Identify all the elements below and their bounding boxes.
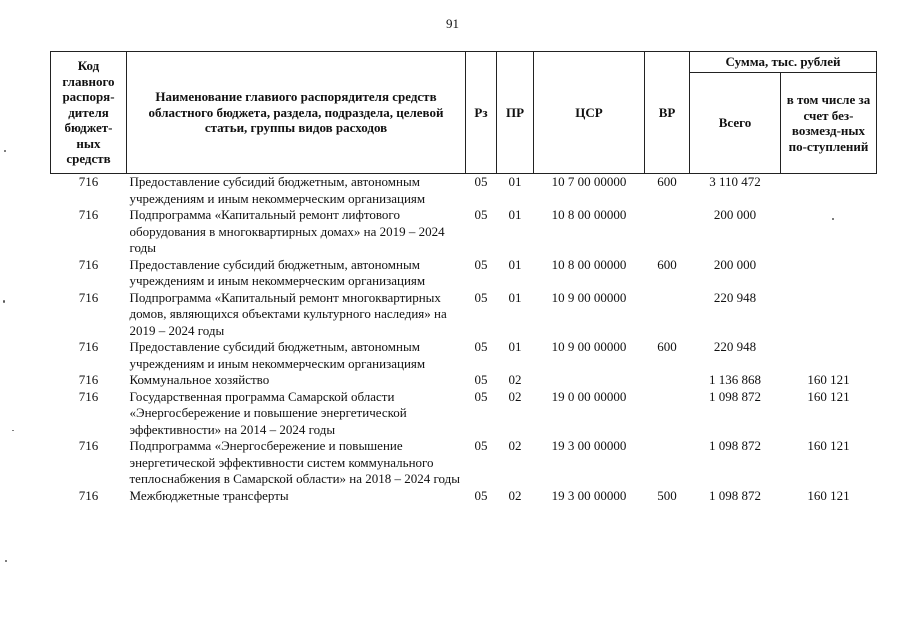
row-code: 716 bbox=[78, 174, 99, 189]
row-csr: 19 3 00 00000 bbox=[551, 487, 627, 503]
row-total: 200 000 bbox=[713, 256, 757, 272]
header-incl: в том числе за счет без-возмезд-ных по-ступлений bbox=[781, 73, 877, 174]
row-code: 716 bbox=[78, 372, 99, 387]
row-pr: 02 bbox=[508, 487, 522, 503]
row-vr: 600 bbox=[657, 339, 677, 354]
budget-table bbox=[50, 51, 877, 504]
row-pr: 02 bbox=[508, 372, 522, 387]
row-rz: 05 bbox=[474, 339, 488, 354]
row-total: 200 000 bbox=[713, 207, 757, 222]
header-code: Код главного распоря-дителя бюджет-ных средств bbox=[51, 52, 127, 174]
table-row bbox=[51, 339, 877, 372]
row-vr bbox=[645, 389, 690, 439]
row-csr: 10 8 00 00000 bbox=[551, 256, 627, 272]
row-csr: 10 9 00 00000 bbox=[551, 289, 627, 305]
row-total: 1 098 872 bbox=[709, 388, 761, 404]
row-name: Государственная программа Самарской области «Энергосбережение и повышение энергетической эффективности» на 2014 – 2024 годы bbox=[129, 388, 407, 437]
table-row bbox=[51, 174, 877, 208]
row-incl bbox=[781, 339, 877, 372]
table-row bbox=[51, 290, 877, 340]
row-incl: 160 121 bbox=[807, 438, 850, 453]
row-total: 1 136 868 bbox=[709, 372, 761, 387]
row-incl bbox=[781, 290, 877, 340]
row-csr: 19 0 00 00000 bbox=[551, 388, 627, 404]
row-csr bbox=[534, 372, 645, 389]
row-name: Предоставление субсидий бюджетным, автономным учреждениям и иным некоммерческим организациям bbox=[129, 174, 426, 206]
row-name: Коммунальное хозяйство bbox=[129, 372, 270, 387]
row-total: 220 948 bbox=[713, 289, 757, 305]
row-csr: 10 7 00 00000 bbox=[551, 174, 627, 189]
table-row bbox=[51, 207, 877, 257]
row-name: Предоставление субсидий бюджетным, автономным учреждениям и иным некоммерческим организациям bbox=[129, 256, 426, 288]
row-vr: 600 bbox=[657, 174, 677, 189]
header-name: Наименование главиого распорядителя средств областного бюджета, раздела, подраздела, целевой статьи, группы видов расходов bbox=[127, 52, 466, 174]
row-incl: 160 121 bbox=[807, 372, 850, 387]
row-name: Предоставление субсидий бюджетным, автономным учреждениям и иным некоммерческим организациям bbox=[129, 339, 426, 371]
row-vr bbox=[645, 372, 690, 389]
row-code: 716 bbox=[78, 438, 99, 453]
row-rz: 05 bbox=[474, 388, 488, 404]
row-pr: 01 bbox=[508, 207, 522, 222]
table-body bbox=[51, 174, 877, 505]
row-code: 716 bbox=[78, 339, 99, 354]
row-rz: 05 bbox=[474, 207, 488, 222]
row-csr: 19 3 00 00000 bbox=[551, 438, 627, 453]
row-incl: 160 121 bbox=[807, 487, 850, 503]
header-sum: Сумма, тыс. рублей bbox=[690, 52, 877, 73]
row-total: 220 948 bbox=[713, 339, 757, 354]
row-name: Подпрограмма «Энергосбережение и повышение энергетической эффективности систем коммунального теплоснабжения в Самарской области» на 2018 – 2024 годы bbox=[129, 438, 461, 486]
row-code: 716 bbox=[78, 289, 99, 305]
row-pr: 02 bbox=[508, 388, 522, 404]
table-row bbox=[51, 389, 877, 439]
row-pr: 01 bbox=[508, 339, 522, 354]
row-incl bbox=[781, 207, 877, 257]
table-row bbox=[51, 488, 877, 505]
row-name: Подпрограмма «Капитальный ремонт многоквартирных домов, являющихся объектами культурного наследия» на 2019 – 2024 годы bbox=[129, 289, 447, 338]
header-pr: ПР bbox=[497, 52, 534, 174]
row-total: 1 098 872 bbox=[709, 487, 761, 503]
row-code: 716 bbox=[78, 487, 99, 503]
header-vr: ВР bbox=[645, 52, 690, 174]
row-name: Подпрограмма «Капитальный ремонт лифтового оборудования в многоквартирных домах» на 2019 – 2024 годы bbox=[129, 207, 445, 255]
row-vr bbox=[645, 438, 690, 488]
table-header bbox=[51, 52, 877, 174]
row-incl: 160 121 bbox=[807, 388, 850, 404]
row-vr bbox=[645, 290, 690, 340]
row-code: 716 bbox=[78, 207, 99, 222]
row-total: 3 110 472 bbox=[709, 174, 761, 189]
table-row bbox=[51, 438, 877, 488]
header-csr: ЦСР bbox=[534, 52, 645, 174]
row-rz: 05 bbox=[474, 487, 488, 503]
header-total: Всего bbox=[690, 73, 781, 174]
row-rz: 05 bbox=[474, 256, 488, 272]
row-code: 716 bbox=[78, 388, 99, 404]
row-rz: 05 bbox=[474, 289, 488, 305]
row-pr: 01 bbox=[508, 174, 522, 189]
table-row bbox=[51, 372, 877, 389]
row-pr: 01 bbox=[508, 256, 522, 272]
header-rz: Рз bbox=[466, 52, 497, 174]
row-total: 1 098 872 bbox=[709, 438, 761, 453]
row-incl bbox=[781, 174, 877, 208]
row-pr: 02 bbox=[508, 438, 522, 453]
row-rz: 05 bbox=[474, 438, 488, 453]
row-rz: 05 bbox=[474, 372, 488, 387]
row-code: 716 bbox=[78, 256, 99, 272]
row-pr: 01 bbox=[508, 289, 522, 305]
row-name: Межбюджетные трансферты bbox=[129, 487, 289, 503]
row-incl bbox=[781, 257, 877, 290]
row-csr: 10 9 00 00000 bbox=[551, 339, 627, 354]
row-vr bbox=[645, 207, 690, 257]
row-rz: 05 bbox=[474, 174, 488, 189]
row-vr: 500 bbox=[657, 487, 677, 503]
table-row bbox=[51, 257, 877, 290]
row-csr: 10 8 00 00000 bbox=[551, 207, 627, 222]
row-vr: 600 bbox=[657, 256, 677, 272]
page-number: 91 bbox=[446, 16, 459, 31]
